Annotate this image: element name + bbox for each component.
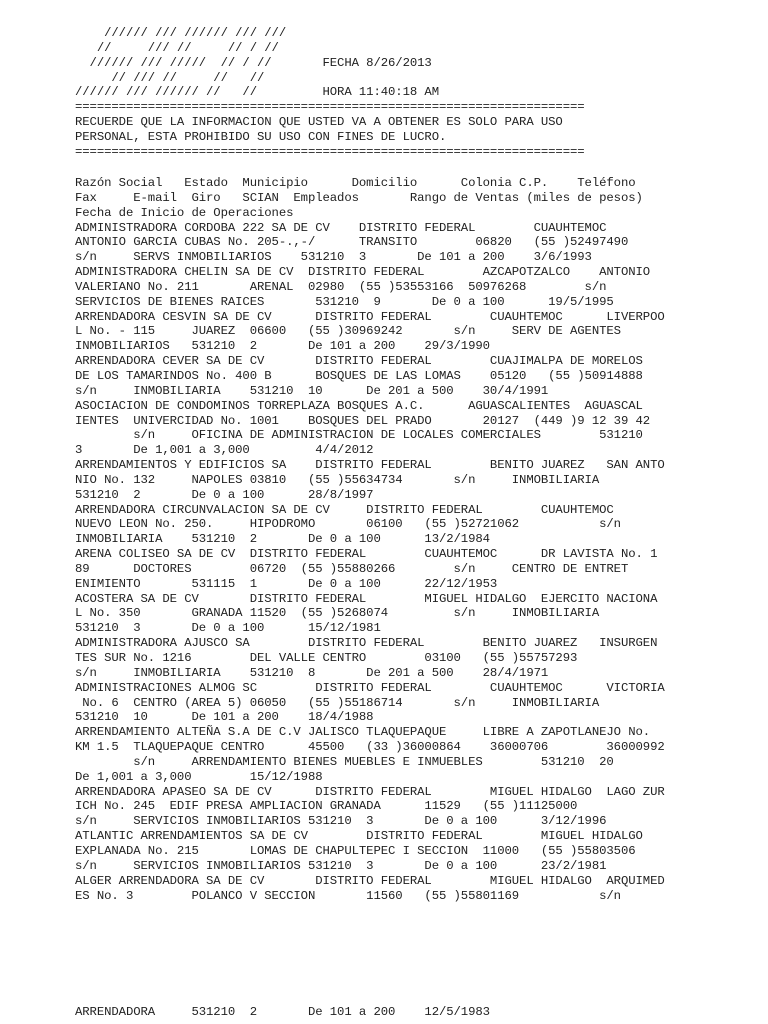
header-line: ////// /// ///// // / // FECHA 8/26/2013 [75,55,432,70]
record-line: ENIMIENTO 531115 1 De 0 a 100 22/12/1953 [75,576,498,591]
record-line: 3 De 1,001 a 3,000 4/4/2012 [75,443,374,458]
record-line: ARRENDADORA APASEO SA DE CV DISTRITO FEDERAL MIGUEL HIDALGO LAGO ZUR [75,784,665,799]
record-line: ARRENDADORA CIRCUNVALACION SA DE CV DISTRITO FEDERAL CUAUHTEMOC [75,502,614,517]
record-line: ALGER ARRENDADORA SA DE CV DISTRITO FEDERAL MIGUEL HIDALGO ARQUIMED [75,873,665,888]
record-line: ACOSTERA SA DE CV DISTRITO FEDERAL MIGUEL HIDALGO EJERCITO NACIONA [75,591,658,606]
record-line: s/n SERVICIOS INMOBILIARIOS 531210 3 De 0 a 100 23/2/1981 [75,858,607,873]
record-line: TES SUR No. 1216 DEL VALLE CENTRO 03100 (55 )55757293 [75,651,578,665]
record-line: SERVICIOS DE BIENES RAICES 531210 9 De 0 a 100 19/5/1995 [75,294,614,309]
header-line: RECUERDE QUE LA INFORMACION QUE USTED VA A OBTENER ES SOLO PARA USO [75,115,563,130]
record-line: ES No. 3 POLANCO V SECCION 11560 (55 )55801169 s/n [75,888,621,903]
record-line: DE LOS TAMARINDOS No. 400 B BOSQUES DE LAS LOMAS 05120 (55 )50914888 [75,368,643,383]
record-line: Fecha de Inicio de Operaciones [75,205,294,220]
record-line: NUEVO LEON No. 250. HIPODROMO 06100 (55 )52721062 s/n [75,517,621,532]
record-line: IENTES UNIVERCIDAD No. 1001 BOSQUES DEL PRADO 20127 (449 )9 12 39 42 [75,413,651,428]
record-line: 531210 2 De 0 a 100 28/8/1997 [75,487,374,502]
record-line: L No. - 115 JUAREZ 06600 (55 )30969242 s/n SERV DE AGENTES [75,324,621,339]
record-line: Fax E-mail Giro SCIAN Empleados Rango de Ventas (miles de pesos) [75,190,643,205]
record-line: ICH No. 245 EDIF PRESA AMPLIACION GRANADA 11529 (55 )11125000 [75,799,578,814]
record-line: ADMINISTRADORA AJUSCO SA DISTRITO FEDERAL BENITO JUAREZ INSURGEN [75,636,658,651]
record-line: ASOCIACION DE CONDOMINOS TORREPLAZA BOSQUES A.C. AGUASCALIENTES AGUASCAL [75,398,643,413]
record-line: 89 DOCTORES 06720 (55 )55880266 s/n CENTRO DE ENTRET [75,561,629,576]
header-line: ////// /// ////// /// /// [75,26,287,40]
record-line: L No. 350 GRANADA 11520 (55 )5268074 s/n INMOBILIARIA [75,606,600,621]
header-line: ////// /// ////// // // HORA 11:40:18 AM [75,85,439,100]
header-line: ====================================================================== [75,100,585,115]
record-line: ANTONIO GARCIA CUBAS No. 205-.,-/ TRANSITO 06820 (55 )52497490 [75,235,629,250]
record-line: NIO No. 132 NAPOLES 03810 (55 )55634734 s/n INMOBILIARIA [75,472,600,487]
page-footer-record: ARRENDADORA 531210 2 De 101 a 200 12/5/1983 [75,1005,490,1019]
report-header [75,26,585,160]
record-line: INMOBILIARIOS 531210 2 De 101 a 200 29/3/1990 [75,339,490,354]
record-line: s/n ARRENDAMIENTO BIENES MUEBLES E INMUEBLES 531210 20 [75,754,614,769]
record-line: s/n SERVS INMOBILIARIOS 531210 3 De 101 a 200 3/6/1993 [75,250,592,265]
record-line: No. 6 CENTRO (AREA 5) 06050 (55 )55186714 s/n INMOBILIARIA [75,695,600,710]
record-line: ADMINISTRADORA CHELIN SA DE CV DISTRITO FEDERAL AZCAPOTZALCO ANTONIO [75,265,651,280]
record-line: ARRENDADORA CEVER SA DE CV DISTRITO FEDERAL CUAJIMALPA DE MORELOS [75,354,643,369]
record-line: 531210 3 De 0 a 100 15/12/1981 [75,621,381,636]
record-line: ADMINISTRADORA CORDOBA 222 SA DE CV DISTRITO FEDERAL CUAUHTEMOC [75,220,607,235]
record-line: ARRENDADORA CESVIN SA DE CV DISTRITO FEDERAL CUAUHTEMOC LIVERPOO [75,309,665,324]
record-line: ARRENDAMIENTOS Y EDIFICIOS SA DISTRITO FEDERAL BENITO JUAREZ SAN ANTO [75,458,665,473]
record-line: Razón Social Estado Municipio Domicilio Colonia C.P. Teléfono [75,176,636,190]
record-line: EXPLANADA No. 215 LOMAS DE CHAPULTEPEC I SECCION 11000 (55 )55803506 [75,843,636,858]
header-line: // /// // // / // [75,40,279,55]
header-line: // /// // // // [75,70,265,85]
record-line: De 1,001 a 3,000 15/12/1988 [75,769,323,784]
record-line: INMOBILIARIA 531210 2 De 0 a 100 13/2/1984 [75,532,490,547]
header-line: ====================================================================== [75,144,585,159]
record-line: ATLANTIC ARRENDAMIENTOS SA DE CV DISTRITO FEDERAL MIGUEL HIDALGO [75,829,643,844]
record-line: s/n SERVICIOS INMOBILIARIOS 531210 3 De 0 a 100 3/12/1996 [75,814,607,829]
record-line: VALERIANO No. 211 ARENAL 02980 (55 )53553166 50976268 s/n [75,279,607,294]
record-line: 531210 10 De 101 a 200 18/4/1988 [75,710,374,725]
record-line: ARENA COLISEO SA DE CV DISTRITO FEDERAL CUAUHTEMOC DR LAVISTA No. 1 [75,547,658,562]
record-line: ADMINISTRACIONES ALMOG SC DISTRITO FEDERAL CUAUHTEMOC VICTORIA [75,680,665,695]
record-line: s/n INMOBILIARIA 531210 8 De 201 a 500 28/4/1971 [75,665,549,680]
record-line: s/n OFICINA DE ADMINISTRACION DE LOCALES COMERCIALES 531210 [75,428,643,443]
record-line: KM 1.5 TLAQUEPAQUE CENTRO 45500 (33 )36000864 36000706 36000992 [75,740,665,755]
record-line: s/n INMOBILIARIA 531210 10 De 201 a 500 30/4/1991 [75,383,549,398]
header-line: PERSONAL, ESTA PROHIBIDO SU USO CON FINES DE LUCRO. [75,129,447,144]
company-records [75,176,665,903]
record-line: ARRENDAMIENTO ALTEÑA S.A DE C.V JALISCO TLAQUEPAQUE LIBRE A ZAPOTLANEJO No. [75,725,651,740]
